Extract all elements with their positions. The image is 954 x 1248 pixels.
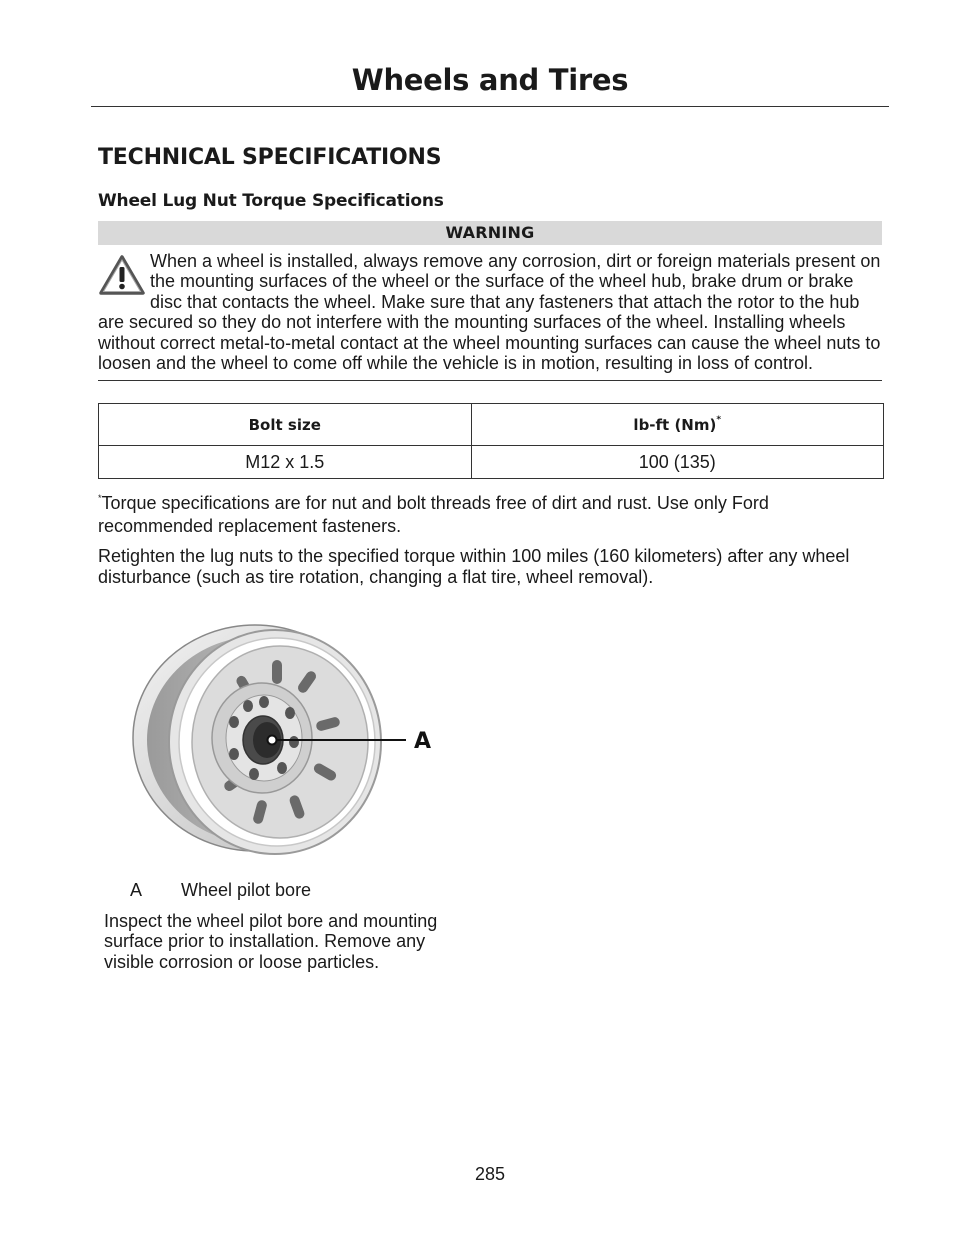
figure-callout-a: A <box>414 729 432 754</box>
legend-letter: A <box>130 880 143 900</box>
warning-triangle-icon <box>98 253 146 297</box>
torque-spec-table <box>98 403 884 479</box>
subsection-title: Wheel Lug Nut Torque Specifications <box>98 191 444 211</box>
footnote <box>98 487 882 538</box>
page-number: 285 <box>474 1164 506 1184</box>
footnote-mark: * <box>98 493 102 504</box>
retighten-paragraph: Retighten the lug nuts to the specified torque within 100 miles (160 kilometers) after any wheel disturbance (such as tire rotation, changing a flat tire, wheel removal). <box>98 546 850 587</box>
table-header-bolt-size: Bolt size <box>99 404 472 446</box>
table-header-torque: lb-ft (Nm)* <box>471 404 884 446</box>
table-cell-torque: 100 (135) <box>471 446 884 479</box>
table-header-row <box>99 404 884 446</box>
warning-banner <box>98 221 882 245</box>
section-title: TECHNICAL SPECIFICATIONS <box>98 145 442 170</box>
table-cell-bolt-size: M12 x 1.5 <box>99 446 472 479</box>
warning-box <box>98 251 882 381</box>
figure-legend <box>130 879 311 901</box>
wheel-illustration <box>130 620 440 865</box>
main-content <box>98 140 882 587</box>
footnote-text: Torque specifications are for nut and bolt threads free of dirt and rust. Use only Ford recommended replacement fasteners. <box>98 493 769 537</box>
inspect-paragraph: Inspect the wheel pilot bore and mounting surface prior to installation. Remove any visible corrosion or loose particles. <box>104 911 438 972</box>
legend-label: Wheel pilot bore <box>181 880 312 900</box>
table-row <box>99 446 884 479</box>
footnote-marker: * <box>716 415 722 426</box>
page-title: Wheels and Tires <box>351 63 629 97</box>
page-header <box>91 58 889 107</box>
warning-label: WARNING <box>445 223 535 242</box>
warning-text: When a wheel is installed, always remove any corrosion, dirt or foreign materials present on the mounting surfaces of the wheel or the surface of the wheel hub, brake drum or brake disc that contacts the wheel. Make sure that any fasteners that attach the rotor to the hub are secured so they do not interfere with the mounting surfaces of the wheel. Installing wheels without correct metal-to-metal contact at the wheel mounting surfaces can cause the wheel nuts to loosen and the wheel to come off while the vehicle is in motion, resulting in loss of control. <box>98 251 881 374</box>
